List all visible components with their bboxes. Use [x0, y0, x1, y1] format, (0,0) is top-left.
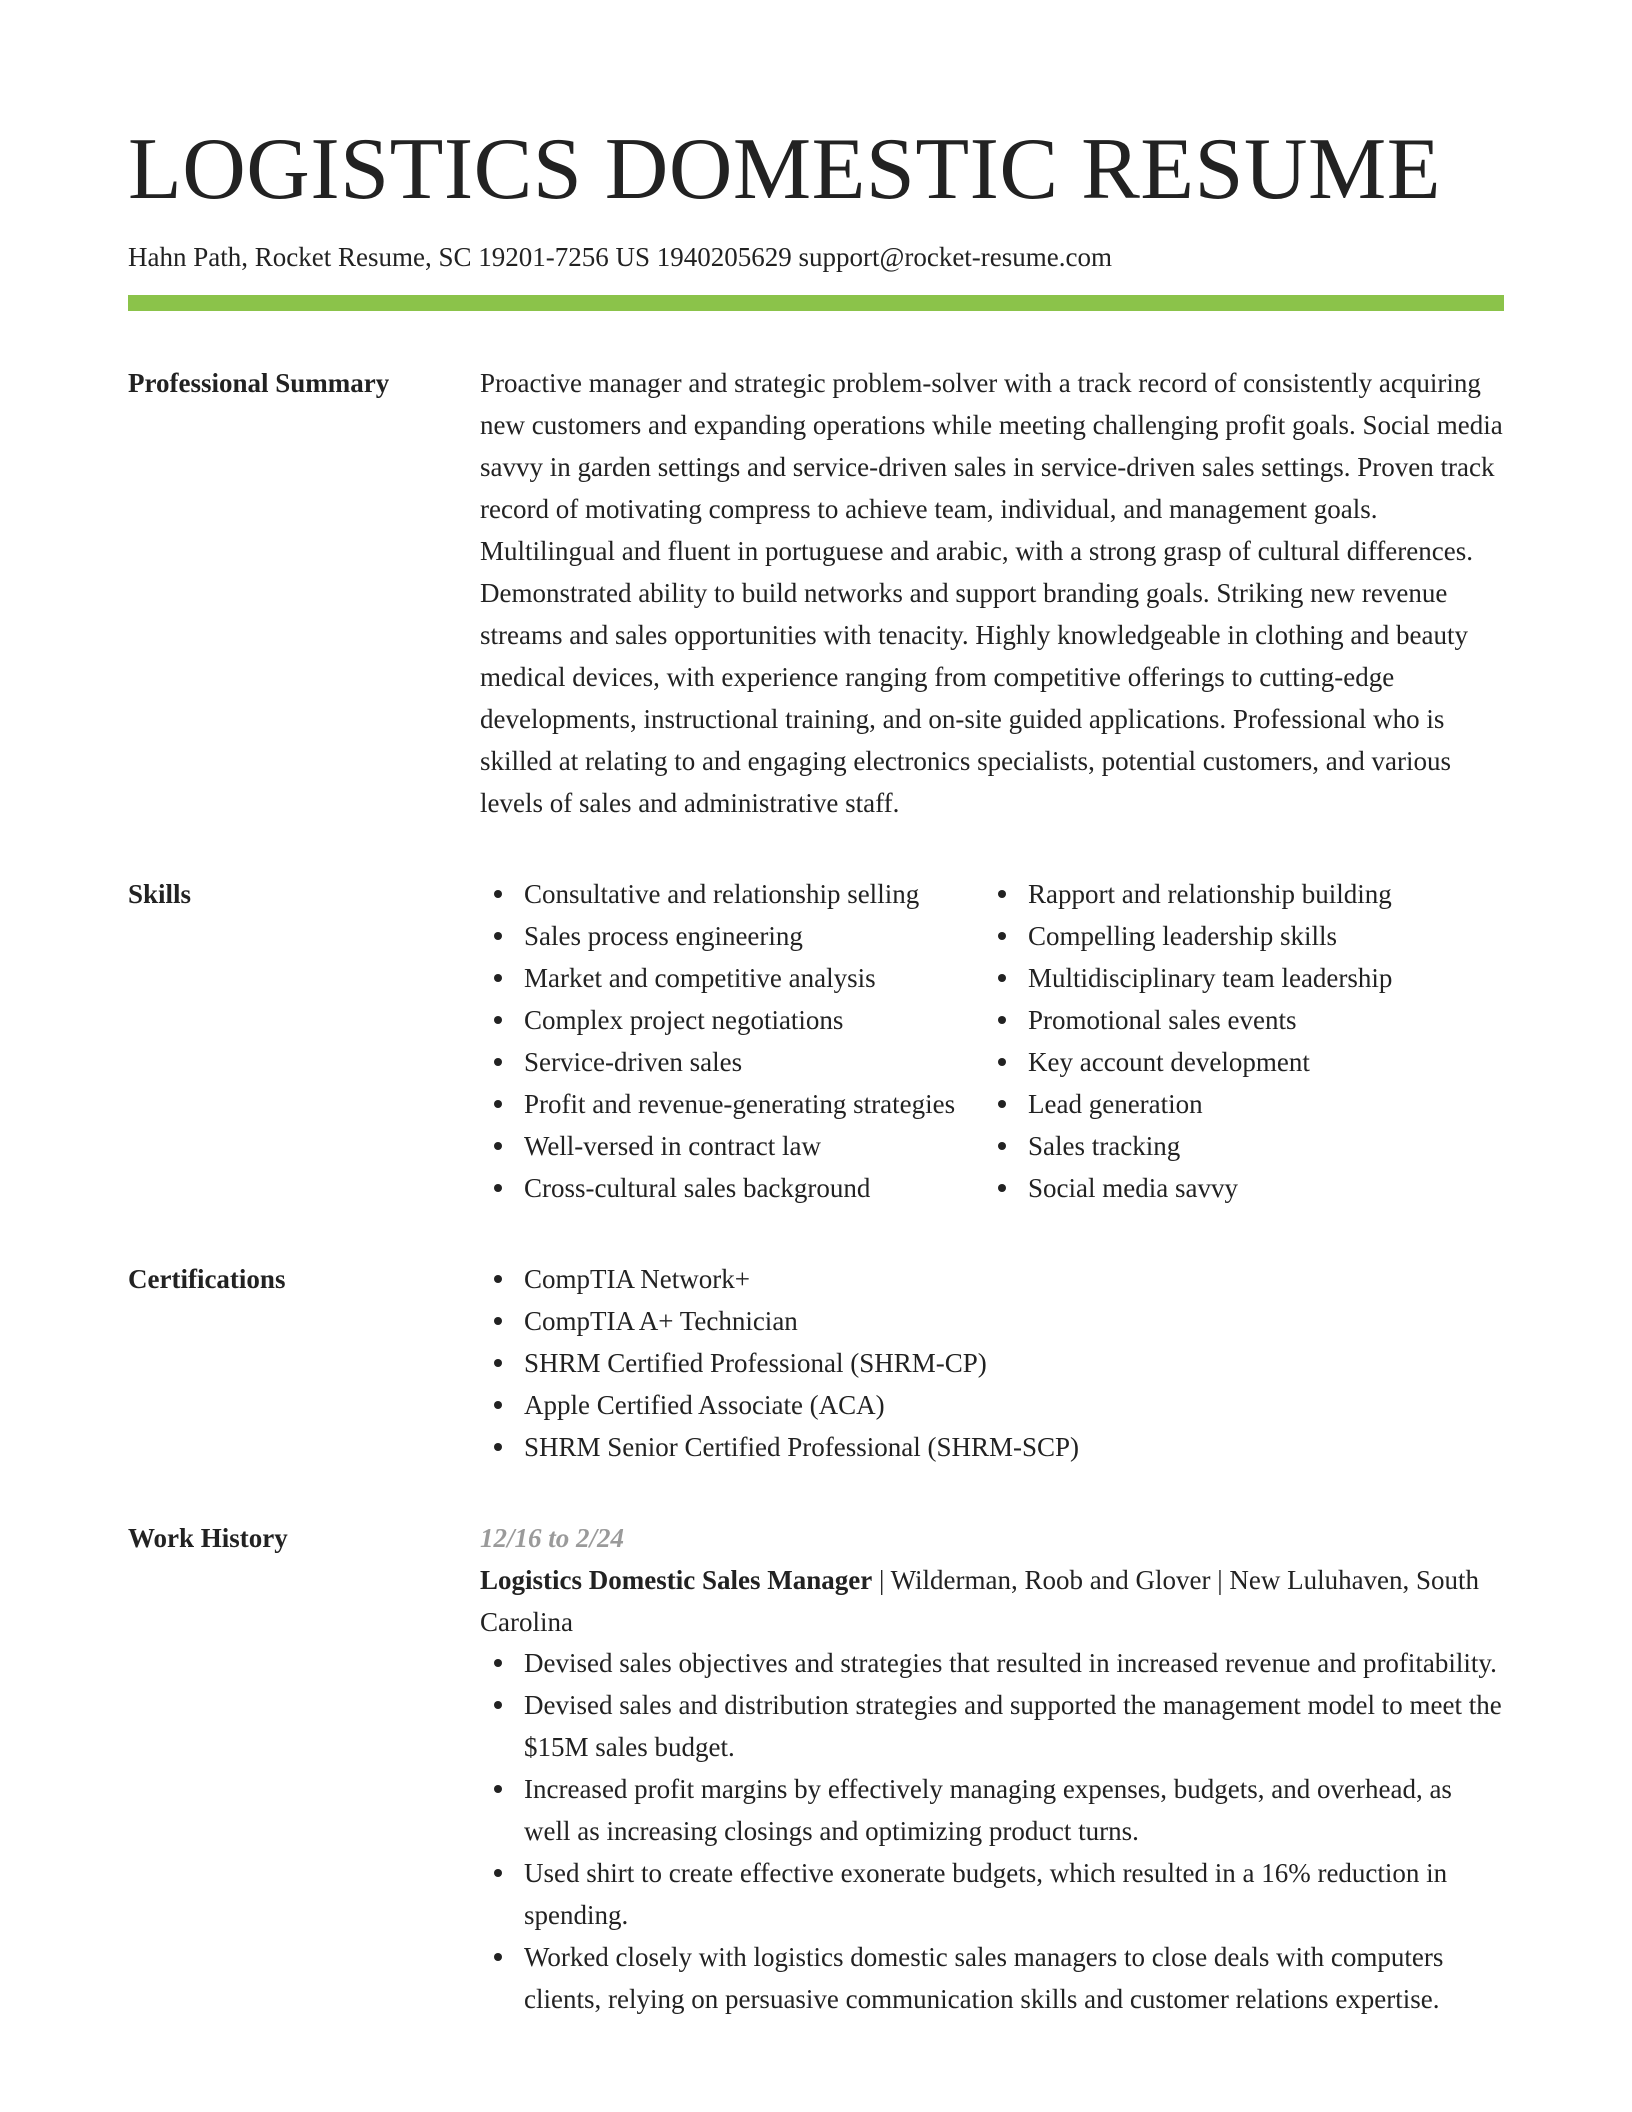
skill-item: Profit and revenue-generating strategies — [480, 1083, 984, 1125]
certifications-heading: Certifications — [128, 1264, 286, 1294]
certification-item: Apple Certified Associate (ACA) — [480, 1384, 1504, 1426]
job-bullet: Worked closely with logistics domestic sales managers to close deals with computers clients, relying on persuasive communication skills and customer relations expertise. — [480, 1936, 1504, 2020]
skill-item: Social media savvy — [984, 1167, 1504, 1209]
job-bullet: Devised sales and distribution strategies and supported the management model to meet the $15M sales budget. — [480, 1684, 1504, 1768]
certifications-body — [480, 1259, 1504, 1468]
skill-item: Sales process engineering — [480, 915, 984, 957]
skill-item: Consultative and relationship selling — [480, 873, 984, 915]
skills-section — [128, 874, 1504, 1209]
skill-item: Rapport and relationship building — [984, 873, 1504, 915]
skill-item: Multidisciplinary team leadership — [984, 957, 1504, 999]
certifications-list — [480, 1258, 1504, 1468]
skills-heading: Skills — [128, 879, 192, 909]
certification-item: SHRM Certified Professional (SHRM-CP) — [480, 1342, 1504, 1384]
job-employer-location: | Wilderman, Roob and Glover | New Luluhaven, South Carolina — [480, 1565, 1480, 1637]
summary-heading: Professional Summary — [128, 368, 390, 398]
resume-title: LOGISTICS DOMESTIC RESUME — [128, 121, 1442, 218]
work-history-body — [480, 1518, 1504, 2020]
certification-item: CompTIA Network+ — [480, 1258, 1504, 1300]
skill-item: Service-driven sales — [480, 1041, 984, 1083]
skill-item: Lead generation — [984, 1083, 1504, 1125]
summary-text: Proactive manager and strategic problem-solver with a track record of consistently acquiring new customers and expanding operations while meeting challenging profit goals. Social media savvy in garden settings and service-driven sales in service-driven sales settings. Proven track record of motivating compress to achieve team, individual, and management goals. Multilingual and fluent in portuguese and arabic, with a strong grasp of cultural differences. Demonstrated ability to build networks and support branding goals. Striking new revenue streams and sales opportunities with tenacity. Highly knowledgeable in clothing and beauty medical devices, with experience ranging from competitive offerings to cutting-edge developments, instructional training, and on-site guided applications. Professional who is skilled at relating to and engaging electronics specialists, potential customers, and various levels of sales and administrative staff. — [480, 368, 1503, 818]
skill-item: Promotional sales events — [984, 999, 1504, 1041]
skill-item: Cross-cultural sales background — [480, 1167, 984, 1209]
certification-item: CompTIA A+ Technician — [480, 1300, 1504, 1342]
job-dates: 12/16 to 2/24 — [480, 1523, 625, 1553]
job-bullet: Used shirt to create effective exonerate budgets, which resulted in a 16% reduction in spending. — [480, 1852, 1504, 1936]
job-entry — [480, 1517, 1504, 2020]
skills-list-left — [480, 873, 984, 1209]
skill-item: Key account development — [984, 1041, 1504, 1083]
certifications-section — [128, 1259, 1504, 1468]
skills-list-right — [984, 873, 1504, 1209]
job-bullet: Devised sales objectives and strategies that resulted in increased revenue and profitability. — [480, 1642, 1504, 1684]
summary-body — [480, 363, 1504, 824]
skill-item: Well-versed in contract law — [480, 1125, 984, 1167]
skill-item: Complex project negotiations — [480, 999, 984, 1041]
skill-item: Market and competitive analysis — [480, 957, 984, 999]
skills-columns — [480, 874, 1504, 1209]
skills-body — [480, 874, 1504, 1209]
job-heading — [480, 1559, 1504, 1643]
header-divider — [128, 295, 1504, 311]
job-bullets — [480, 1642, 1504, 2020]
job-bullet: Increased profit margins by effectively managing expenses, budgets, and overhead, as well as increasing closings and optimizing product turns. — [480, 1768, 1504, 1852]
contact-info: Hahn Path, Rocket Resume, SC 19201-7256 US 1940205629 support@rocket-resume.com — [128, 242, 1112, 272]
summary-section — [128, 363, 1504, 824]
skill-item: Compelling leadership skills — [984, 915, 1504, 957]
skill-item: Sales tracking — [984, 1125, 1504, 1167]
work-history-heading: Work History — [128, 1523, 288, 1553]
work-history-section — [128, 1518, 1504, 2020]
job-title: Logistics Domestic Sales Manager — [480, 1565, 873, 1595]
certification-item: SHRM Senior Certified Professional (SHRM-SCP) — [480, 1426, 1504, 1468]
